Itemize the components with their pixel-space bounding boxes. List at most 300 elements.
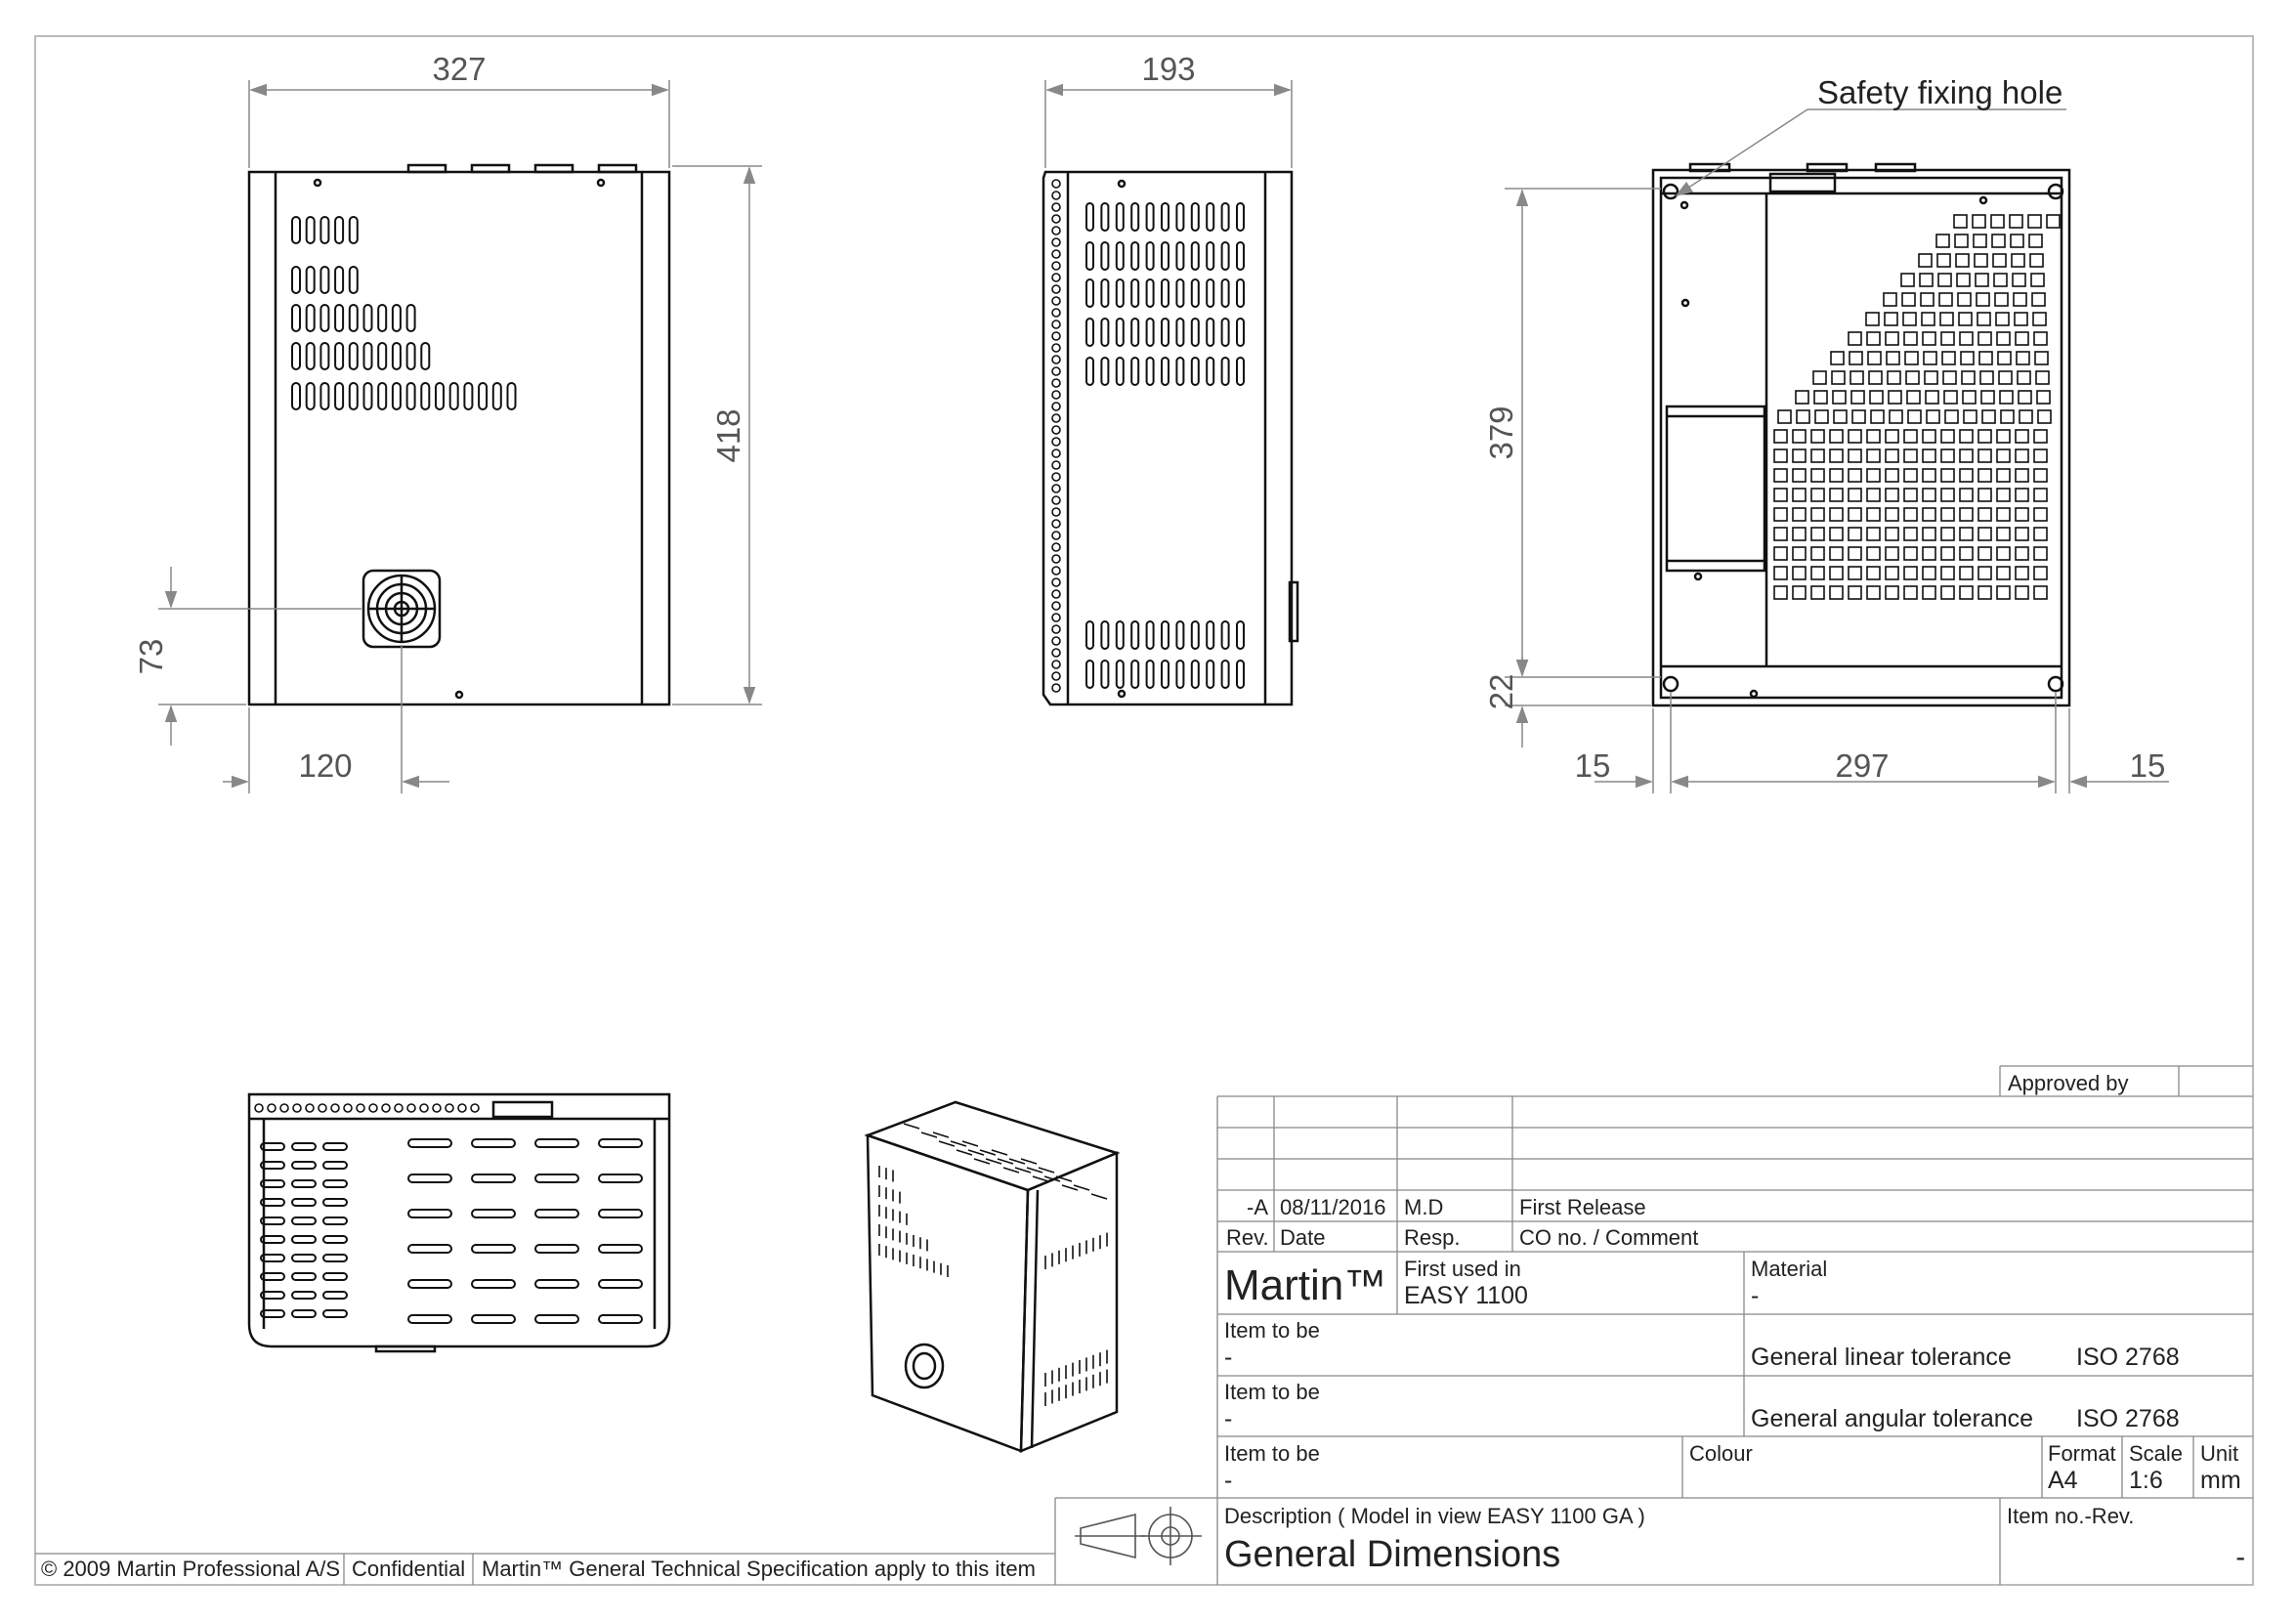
vent-square bbox=[1774, 469, 1787, 482]
vent-square bbox=[1811, 567, 1824, 579]
vent-slot bbox=[535, 1245, 578, 1253]
perforation-hole bbox=[1052, 250, 1060, 258]
vent-square bbox=[2034, 469, 2047, 482]
vent-square bbox=[1830, 567, 1843, 579]
vent-square bbox=[1793, 547, 1806, 560]
vent-slot bbox=[1117, 621, 1124, 649]
vent-square bbox=[1941, 449, 1954, 462]
vent-square bbox=[1833, 391, 1846, 404]
vent-square bbox=[1941, 430, 1954, 443]
vent-square bbox=[1905, 352, 1918, 364]
vent-square bbox=[1960, 547, 1973, 560]
vent-square bbox=[1793, 586, 1806, 599]
vent-square bbox=[1902, 293, 1915, 306]
vent-slot bbox=[1101, 203, 1108, 231]
vent-square bbox=[1973, 215, 1985, 228]
side-vent-slots bbox=[1086, 203, 1244, 688]
vent-slot bbox=[493, 383, 501, 409]
vent-slot bbox=[1176, 621, 1183, 649]
vent-slot bbox=[292, 1143, 316, 1150]
vent-square bbox=[1995, 293, 2008, 306]
perforation-hole bbox=[1052, 485, 1060, 492]
vent-slot bbox=[535, 1280, 578, 1288]
perforation-hole bbox=[1052, 578, 1060, 586]
vent-square bbox=[1978, 508, 1991, 521]
vent-square bbox=[1941, 586, 1954, 599]
vent-square bbox=[2016, 489, 2028, 501]
vent-square bbox=[1941, 332, 1954, 345]
vent-square bbox=[1981, 391, 1994, 404]
vent-slot bbox=[323, 1310, 347, 1317]
vent-slot bbox=[535, 1210, 578, 1217]
vent-slot bbox=[323, 1255, 347, 1261]
vent-slot bbox=[1176, 203, 1183, 231]
perforation-hole bbox=[1052, 520, 1060, 528]
perforation-hole bbox=[1052, 543, 1060, 551]
front-view bbox=[249, 165, 669, 704]
vent-slot bbox=[1086, 242, 1093, 270]
vent-slot bbox=[1086, 358, 1093, 385]
scale-value: 1:6 bbox=[2129, 1467, 2163, 1494]
perforation-hole bbox=[1052, 227, 1060, 235]
vent-square bbox=[2034, 528, 2047, 540]
vent-slot bbox=[421, 343, 429, 369]
vent-square bbox=[1977, 293, 1989, 306]
vent-slot bbox=[292, 1180, 316, 1187]
perforation-hole bbox=[1052, 602, 1060, 610]
vent-square bbox=[2037, 391, 2050, 404]
vent-slot bbox=[1131, 319, 1138, 346]
vent-slot bbox=[1222, 621, 1229, 649]
vent-square bbox=[1849, 449, 1861, 462]
rev-date: 08/11/2016 bbox=[1280, 1195, 1386, 1219]
vent-square bbox=[1976, 274, 1988, 286]
vent-slot bbox=[1237, 279, 1244, 307]
vent-slot bbox=[323, 1199, 347, 1206]
vent-slot bbox=[1192, 621, 1199, 649]
dim-side-depth: 193 bbox=[1141, 51, 1196, 87]
vent-square bbox=[1870, 391, 1883, 404]
vent-slot bbox=[1117, 279, 1124, 307]
vent-square bbox=[2034, 430, 2047, 443]
vent-slot bbox=[292, 267, 300, 293]
vent-slot bbox=[350, 383, 358, 409]
vent-square bbox=[1849, 430, 1861, 443]
perforation-hole bbox=[1052, 461, 1060, 469]
vent-square bbox=[1849, 489, 1861, 501]
vent-square bbox=[2011, 235, 2023, 247]
vent-slot bbox=[1101, 242, 1108, 270]
vent-slot bbox=[320, 383, 328, 409]
vent-square bbox=[1927, 410, 1939, 423]
vent-square bbox=[1959, 313, 1972, 325]
vent-slot bbox=[479, 383, 487, 409]
vent-slot bbox=[335, 267, 343, 293]
vent-slot bbox=[1192, 279, 1199, 307]
safety-fixing-hole-callout: Safety fixing hole bbox=[1817, 74, 2063, 110]
material-value: - bbox=[1751, 1282, 1760, 1309]
vent-slot bbox=[1147, 242, 1154, 270]
perforation-hole bbox=[420, 1104, 428, 1112]
perforation-hole bbox=[255, 1104, 263, 1112]
vent-slot bbox=[1176, 279, 1183, 307]
vent-slot bbox=[1117, 358, 1124, 385]
vent-square bbox=[1793, 430, 1806, 443]
vent-square bbox=[1869, 371, 1882, 384]
vent-square bbox=[1774, 528, 1787, 540]
description-title: General Dimensions bbox=[1224, 1534, 1561, 1575]
vent-square bbox=[1941, 528, 1954, 540]
vent-square bbox=[2016, 586, 2028, 599]
vent-square bbox=[1997, 449, 2010, 462]
vent-square bbox=[2016, 547, 2028, 560]
vent-square bbox=[1978, 489, 1991, 501]
vent-slot bbox=[599, 1174, 642, 1182]
item-to-be-value-3: - bbox=[1224, 1467, 1233, 1494]
perforation-hole bbox=[1052, 496, 1060, 504]
front-vent-slots bbox=[292, 217, 516, 409]
vent-square bbox=[1998, 352, 2011, 364]
vent-slot bbox=[1086, 203, 1093, 231]
vent-slot bbox=[535, 1315, 578, 1323]
vent-slot bbox=[1162, 279, 1169, 307]
vent-square bbox=[1849, 567, 1861, 579]
vent-slot bbox=[1162, 621, 1169, 649]
vent-slot bbox=[292, 1255, 316, 1261]
vent-square bbox=[2016, 469, 2028, 482]
vent-square bbox=[1811, 489, 1824, 501]
vent-square bbox=[1793, 489, 1806, 501]
perforation-hole bbox=[1052, 426, 1060, 434]
vent-slot bbox=[335, 217, 343, 243]
vent-square bbox=[1851, 391, 1864, 404]
perforation-hole bbox=[306, 1104, 314, 1112]
bottom-hole-row bbox=[255, 1104, 479, 1112]
vent-square bbox=[1774, 547, 1787, 560]
vent-square bbox=[1849, 528, 1861, 540]
vent-square bbox=[1852, 410, 1865, 423]
vent-slot bbox=[292, 217, 300, 243]
vent-square bbox=[2017, 352, 2029, 364]
perforation-hole bbox=[268, 1104, 276, 1112]
vent-square bbox=[1992, 235, 2005, 247]
vent-slot bbox=[393, 343, 401, 369]
vent-slot bbox=[320, 343, 328, 369]
vent-slot bbox=[599, 1139, 642, 1147]
perforation-hole bbox=[433, 1104, 441, 1112]
vent-slot bbox=[408, 1210, 451, 1217]
vent-square bbox=[1886, 449, 1898, 462]
perforation-hole bbox=[1052, 192, 1060, 199]
description-label: Description ( Model in view EASY 1100 GA ) bbox=[1224, 1504, 1645, 1528]
vent-square bbox=[1904, 547, 1917, 560]
vent-square bbox=[1980, 371, 1993, 384]
format-value: A4 bbox=[2048, 1467, 2078, 1494]
vent-square bbox=[1923, 528, 1935, 540]
perforation-hole bbox=[1052, 285, 1060, 293]
vent-slot bbox=[904, 1124, 919, 1129]
vent-square bbox=[1937, 254, 1950, 267]
vent-slot bbox=[307, 267, 315, 293]
vent-square bbox=[1978, 547, 1991, 560]
vent-slot bbox=[1192, 358, 1199, 385]
vent-square bbox=[1830, 489, 1843, 501]
vent-square bbox=[1997, 567, 2010, 579]
vent-square bbox=[2030, 254, 2043, 267]
vent-slot bbox=[1192, 661, 1199, 688]
perforation-hole bbox=[1052, 215, 1060, 223]
vent-square bbox=[1890, 410, 1902, 423]
vent-square bbox=[2034, 508, 2047, 521]
vent-square bbox=[1939, 293, 1952, 306]
header-rev: Rev. bbox=[1226, 1225, 1269, 1250]
bottom-view bbox=[249, 1094, 669, 1351]
dim-fan-height: 73 bbox=[133, 638, 169, 675]
perforation-hole bbox=[1052, 297, 1060, 305]
perforation-hole bbox=[1052, 508, 1060, 516]
item-to-be-label-1: Item to be bbox=[1224, 1318, 1320, 1343]
vent-slot bbox=[1222, 358, 1229, 385]
vent-square bbox=[2034, 489, 2047, 501]
vent-slot bbox=[472, 1245, 515, 1253]
vent-square bbox=[1813, 371, 1826, 384]
vent-slot bbox=[407, 383, 415, 409]
confidential-text: Confidential bbox=[352, 1557, 466, 1581]
vent-slot bbox=[599, 1210, 642, 1217]
vent-square bbox=[2012, 254, 2024, 267]
vent-slot bbox=[1086, 279, 1093, 307]
vent-square bbox=[2020, 410, 2032, 423]
vent-square bbox=[1926, 391, 1938, 404]
linear-tolerance-standard: ISO 2768 bbox=[2076, 1344, 2180, 1371]
vent-square bbox=[1923, 508, 1935, 521]
vent-square bbox=[1904, 586, 1917, 599]
perforation-hole bbox=[1052, 438, 1060, 446]
angular-tolerance-label: General angular tolerance bbox=[1751, 1405, 2034, 1432]
vent-slot bbox=[323, 1236, 347, 1243]
perforation-hole bbox=[357, 1104, 364, 1112]
vent-square bbox=[2032, 293, 2045, 306]
item-to-be-value-2: - bbox=[1224, 1405, 1233, 1432]
vent-slot bbox=[599, 1280, 642, 1288]
vent-square bbox=[1979, 352, 1992, 364]
vent-slot bbox=[408, 1245, 451, 1253]
vent-square bbox=[1849, 547, 1861, 560]
vent-square bbox=[1830, 430, 1843, 443]
vent-slot bbox=[1131, 358, 1138, 385]
vent-slot bbox=[1101, 279, 1108, 307]
vent-square bbox=[1954, 215, 1967, 228]
vent-square bbox=[1923, 547, 1935, 560]
vent-square bbox=[1960, 430, 1973, 443]
isometric-view bbox=[868, 1102, 1117, 1451]
vent-slot bbox=[323, 1273, 347, 1280]
vent-square bbox=[1901, 274, 1914, 286]
vent-square bbox=[1904, 567, 1917, 579]
vent-square bbox=[1997, 489, 2010, 501]
vent-square bbox=[2016, 567, 2028, 579]
vent-slot bbox=[1237, 203, 1244, 231]
vent-slot bbox=[292, 1162, 316, 1169]
side-dimension-lines bbox=[1045, 80, 1292, 168]
vent-slot bbox=[1131, 279, 1138, 307]
vent-square bbox=[2034, 547, 2047, 560]
vent-slot bbox=[1222, 242, 1229, 270]
vent-slot bbox=[472, 1174, 515, 1182]
item-no-rev-label: Item no.-Rev. bbox=[2007, 1504, 2135, 1528]
vent-slot bbox=[378, 305, 386, 331]
vent-square bbox=[1956, 254, 1969, 267]
vent-slot bbox=[1131, 203, 1138, 231]
vent-square bbox=[1962, 371, 1975, 384]
vent-slot bbox=[1222, 319, 1229, 346]
vent-slot bbox=[292, 1217, 316, 1224]
dim-hole-spacing-horizontal: 297 bbox=[1835, 747, 1890, 784]
vent-square bbox=[1940, 313, 1953, 325]
vent-slot bbox=[408, 1174, 451, 1182]
vent-square bbox=[1849, 469, 1861, 482]
vent-square bbox=[1977, 313, 1990, 325]
vent-slot bbox=[1207, 319, 1213, 346]
vent-square bbox=[1904, 449, 1917, 462]
vent-slot bbox=[320, 305, 328, 331]
vent-square bbox=[1936, 235, 1949, 247]
vent-square bbox=[1830, 586, 1843, 599]
vent-slot bbox=[307, 217, 315, 243]
vent-square bbox=[1923, 489, 1935, 501]
side-view bbox=[1043, 172, 1297, 704]
perforation-hole bbox=[1052, 672, 1060, 680]
vent-square bbox=[1904, 508, 1917, 521]
vent-square bbox=[1884, 293, 1896, 306]
vent-square bbox=[1796, 391, 1808, 404]
header-date: Date bbox=[1280, 1225, 1326, 1250]
vent-square bbox=[1955, 235, 1968, 247]
vent-square bbox=[1885, 313, 1897, 325]
vent-square bbox=[1849, 586, 1861, 599]
vent-square bbox=[1960, 586, 1973, 599]
vent-square bbox=[1778, 410, 1791, 423]
vent-slot bbox=[320, 267, 328, 293]
vent-square bbox=[1774, 508, 1787, 521]
perforation-hole bbox=[471, 1104, 479, 1112]
vent-slot bbox=[1101, 319, 1108, 346]
vent-slot bbox=[364, 305, 372, 331]
vent-square bbox=[1908, 410, 1921, 423]
perforation-hole bbox=[1052, 238, 1060, 246]
vent-square bbox=[1997, 430, 2010, 443]
vent-slot bbox=[1162, 319, 1169, 346]
vent-square bbox=[1923, 332, 1935, 345]
perforation-hole bbox=[1052, 414, 1060, 422]
vent-square bbox=[1942, 352, 1955, 364]
side-hole-column bbox=[1052, 180, 1060, 692]
perforation-hole bbox=[382, 1104, 390, 1112]
vent-slot bbox=[1192, 319, 1199, 346]
vent-square bbox=[1832, 371, 1845, 384]
vent-slot bbox=[1091, 1194, 1107, 1199]
vent-square bbox=[1886, 469, 1898, 482]
vent-square bbox=[1923, 449, 1935, 462]
item-to-be-label-3: Item to be bbox=[1224, 1441, 1320, 1466]
vent-square bbox=[1991, 215, 2004, 228]
vent-slot bbox=[1117, 661, 1124, 688]
vent-square bbox=[1886, 567, 1898, 579]
dim-front-width: 327 bbox=[432, 51, 487, 87]
vent-slot bbox=[350, 343, 358, 369]
vent-square bbox=[1907, 391, 1920, 404]
perforation-hole bbox=[344, 1104, 352, 1112]
vent-square bbox=[1919, 254, 1932, 267]
vent-square bbox=[1797, 410, 1809, 423]
vent-square bbox=[2047, 215, 2060, 228]
vent-square bbox=[1999, 371, 2012, 384]
vent-slot bbox=[1117, 319, 1124, 346]
perforation-hole bbox=[293, 1104, 301, 1112]
vent-square bbox=[2010, 215, 2022, 228]
perforation-hole bbox=[1052, 555, 1060, 563]
dim-rear-bottom-offset: 22 bbox=[1483, 673, 1519, 710]
vent-square bbox=[1996, 313, 2009, 325]
item-to-be-label-2: Item to be bbox=[1224, 1380, 1320, 1404]
vent-square bbox=[1978, 332, 1991, 345]
vent-slot bbox=[1101, 621, 1108, 649]
vent-slot bbox=[1086, 319, 1093, 346]
perforation-hole bbox=[319, 1104, 326, 1112]
vent-square bbox=[1943, 371, 1956, 384]
vent-square bbox=[1886, 528, 1898, 540]
vent-square bbox=[1982, 410, 1995, 423]
vent-square bbox=[1793, 528, 1806, 540]
projection-symbol bbox=[1075, 1507, 1202, 1565]
vent-square bbox=[1960, 528, 1973, 540]
unit-label: Unit bbox=[2200, 1441, 2239, 1466]
vent-square bbox=[1941, 547, 1954, 560]
vent-square bbox=[1830, 508, 1843, 521]
vent-square bbox=[1774, 449, 1787, 462]
rear-vent-grid bbox=[1774, 215, 2060, 599]
vent-slot bbox=[320, 217, 328, 243]
vent-square bbox=[1867, 567, 1880, 579]
vent-slot bbox=[292, 1292, 316, 1299]
dim-hole-spacing-vertical: 379 bbox=[1483, 406, 1519, 460]
vent-square bbox=[1945, 410, 1958, 423]
vent-slot bbox=[472, 1139, 515, 1147]
vent-slot bbox=[378, 383, 386, 409]
perforation-hole bbox=[1052, 637, 1060, 645]
vent-square bbox=[1978, 586, 1991, 599]
vent-square bbox=[1850, 352, 1862, 364]
vent-square bbox=[1978, 430, 1991, 443]
vent-square bbox=[1849, 508, 1861, 521]
vent-slot bbox=[1117, 203, 1124, 231]
vent-slot bbox=[464, 383, 472, 409]
vent-slot bbox=[1147, 203, 1154, 231]
vent-slot bbox=[408, 1280, 451, 1288]
vent-square bbox=[1997, 508, 2010, 521]
vent-square bbox=[1997, 469, 2010, 482]
vent-square bbox=[1793, 508, 1806, 521]
vent-square bbox=[1904, 332, 1917, 345]
iso-top-slots bbox=[904, 1124, 1107, 1199]
vent-square bbox=[1997, 332, 2010, 345]
brand-logo: Martin™ bbox=[1224, 1261, 1387, 1309]
vent-square bbox=[1960, 449, 1973, 462]
perforation-hole bbox=[1052, 344, 1060, 352]
vent-square bbox=[1944, 391, 1957, 404]
vent-slot bbox=[508, 383, 516, 409]
perforation-hole bbox=[1052, 449, 1060, 457]
